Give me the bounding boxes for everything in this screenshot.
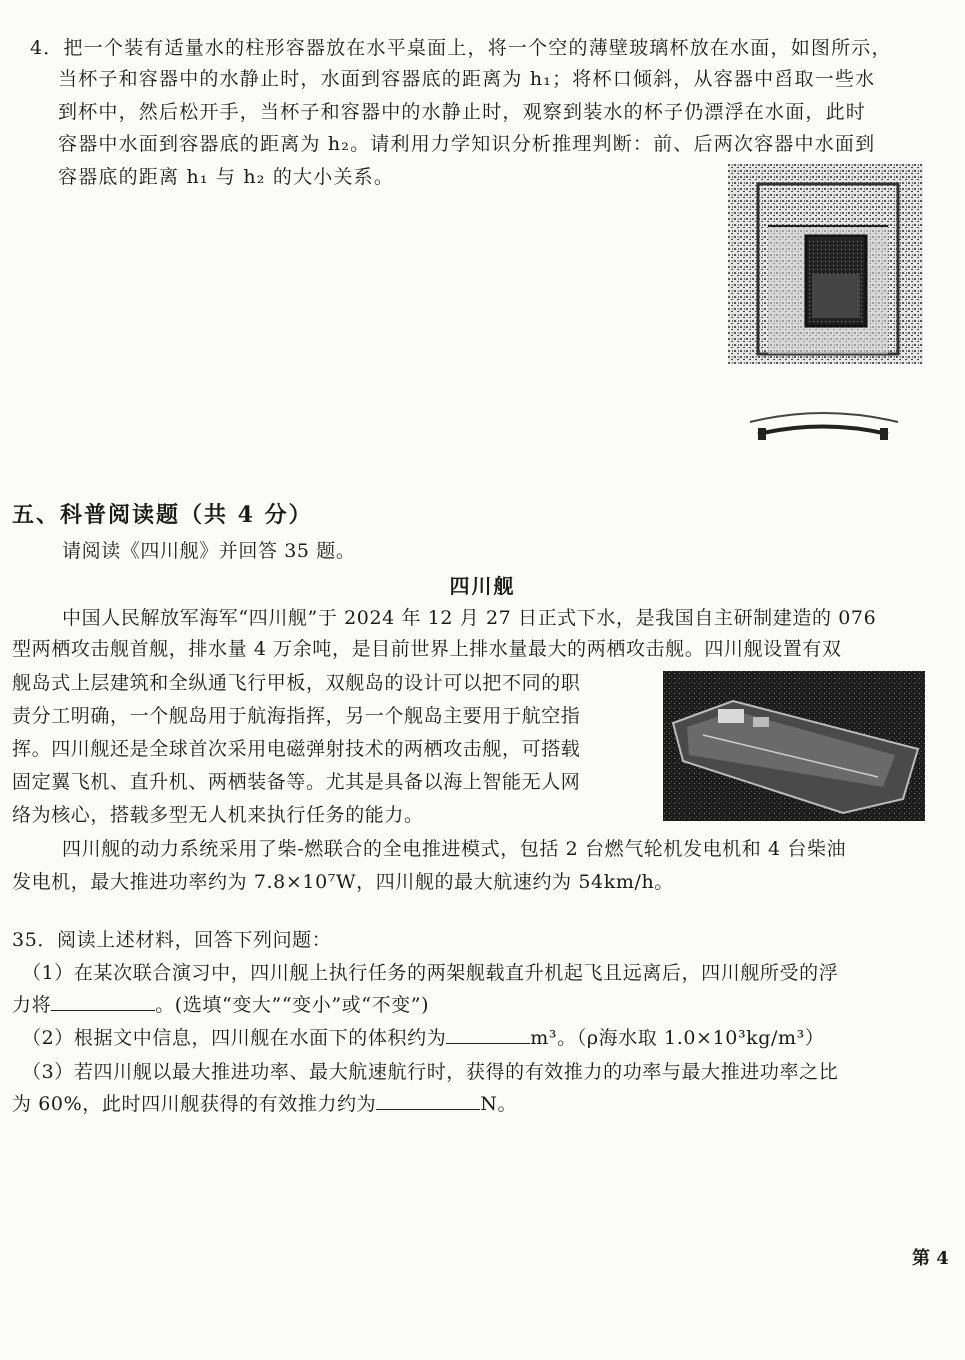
article-line-9: 发电机，最大推进功率约为 7.8×10⁷W，四川舰的最大航速约为 54km/h。 bbox=[12, 871, 674, 893]
article-line-8: 四川舰的动力系统采用了柴-燃联合的全电推进模式，包括 2 台燃气轮机发电机和 4 台柴油 bbox=[62, 838, 847, 860]
article-line-2: 型两栖攻击舰首舰，排水量 4 万余吨，是目前世界上排水量最大的两栖攻击舰。四川舰设置有双 bbox=[12, 638, 842, 660]
article-title: 四川舰 bbox=[449, 574, 516, 598]
article-line-4: 责分工明确，一个舰岛用于航海指挥，另一个舰岛主要用于航空指 bbox=[12, 705, 581, 727]
article-line-7: 络为核心，搭载多型无人机来执行任务的能力。 bbox=[12, 804, 424, 826]
q35-part3-suffix: N。 bbox=[480, 1093, 518, 1115]
q35-part3-line2 bbox=[12, 1089, 517, 1116]
q4-line-1: 4．把一个装有适量水的柱形容器放在水平桌面上，将一个空的薄壁玻璃杯放在水面，如图所示， bbox=[30, 37, 892, 59]
q35-part2-prefix: （2）根据文中信息，四川舰在水面下的体积约为 bbox=[22, 1027, 447, 1049]
q35-part1-suffix: 。(选填“变大”“变小”或“不变”) bbox=[155, 994, 430, 1016]
article-line-5: 挥。四川舰还是全球首次采用电磁弹射技术的两栖攻击舰，可搭载 bbox=[12, 738, 581, 760]
q35-part1-blank[interactable] bbox=[51, 992, 155, 1011]
article-line-6: 固定翼飞机、直升机、两栖装备等。尤其是具备以海上智能无人网 bbox=[12, 771, 581, 793]
q35-part2-blank[interactable] bbox=[446, 1025, 530, 1044]
q35-part1-line1: （1）在某次联合演习中，四川舰上执行任务的两架舰载直升机起飞且远离后，四川舰所受的浮 bbox=[22, 962, 839, 984]
q35-part2 bbox=[22, 1023, 824, 1050]
q35-part3-prefix: 为 60%，此时四川舰获得的有效推力约为 bbox=[12, 1093, 377, 1115]
article-line-1: 中国人民解放军海军“四川舰”于 2024 年 12 月 27 日正式下水，是我国自主研制建造的 076 bbox=[62, 607, 877, 629]
sichuan-ship-photo bbox=[663, 671, 925, 821]
q4-line-5: 容器底的距离 h₁ 与 h₂ 的大小关系。 bbox=[58, 166, 395, 188]
q35-part3-blank[interactable] bbox=[376, 1091, 480, 1110]
q35-part1-line2 bbox=[12, 990, 429, 1017]
page-number: 第 4 bbox=[912, 1248, 949, 1269]
q4-line-2: 当杯子和容器中的水静止时，水面到容器底的距离为 h₁；将杯口倾斜，从容器中舀取一些水 bbox=[58, 68, 876, 90]
q35-part1-prefix: 力将 bbox=[12, 994, 52, 1016]
cup-in-container-figure bbox=[728, 164, 923, 454]
article-line-3: 舰岛式上层建筑和全纵通飞行甲板，双舰岛的设计可以把不同的职 bbox=[12, 672, 581, 694]
q35-stem: 35．阅读上述材料，回答下列问题： bbox=[12, 929, 332, 951]
q4-line-3: 到杯中，然后松开手，当杯子和容器中的水静止时，观察到装水的杯子仍漂浮在水面，此时 bbox=[58, 101, 867, 123]
q35-part2-suffix: m³。（ρ海水取 1.0×10³kg/m³） bbox=[530, 1027, 825, 1049]
section-instruction: 请阅读《四川舰》并回答 35 题。 bbox=[62, 540, 356, 562]
section-title: 五、科普阅读题（共 4 分） bbox=[12, 502, 313, 528]
q4-line-4: 容器中水面到容器底的距离为 h₂。请利用力学知识分析推理判断：前、后两次容器中水面到 bbox=[58, 133, 876, 155]
q35-part3-line1: （3）若四川舰以最大推进功率、最大航速航行时，获得的有效推力的功率与最大推进功率之比 bbox=[22, 1061, 839, 1083]
